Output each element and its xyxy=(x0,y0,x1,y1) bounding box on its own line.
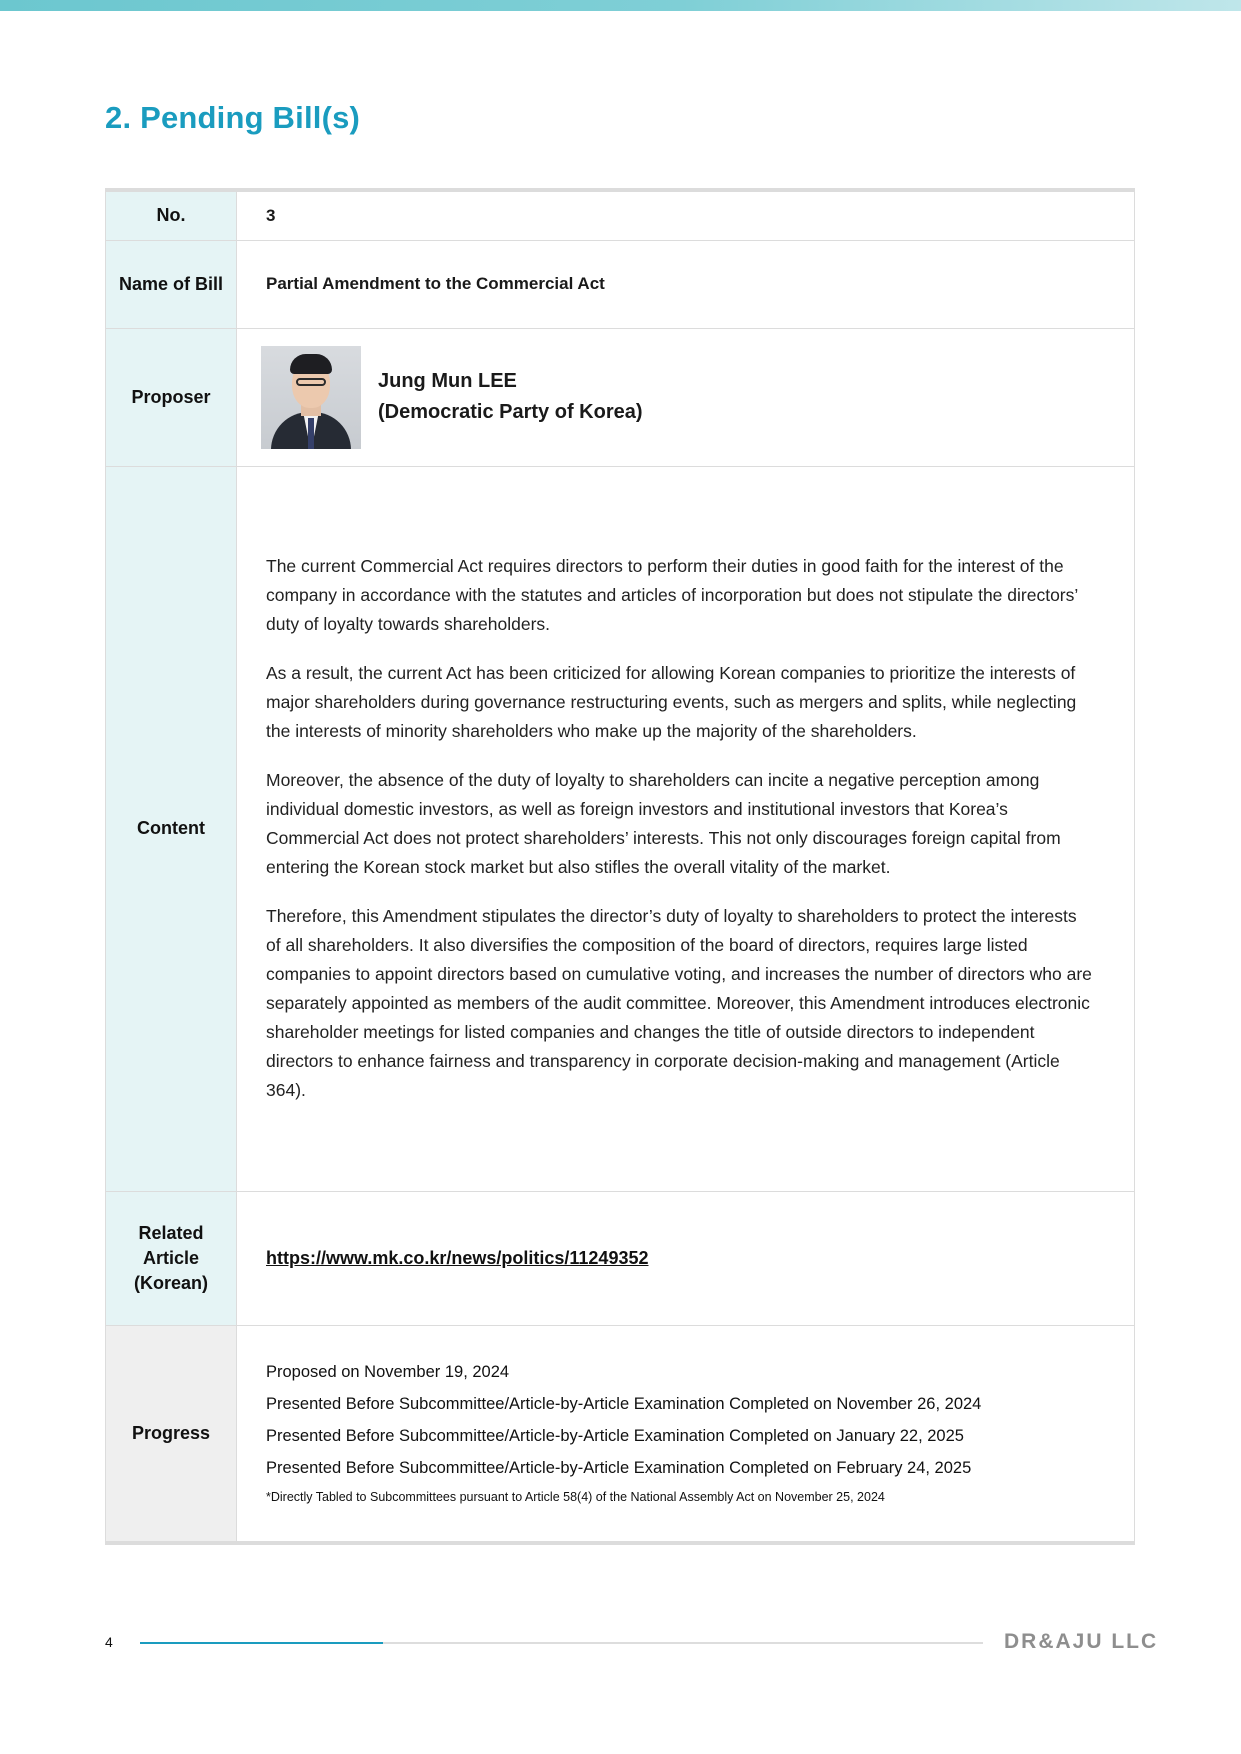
label-proposer: Proposer xyxy=(106,328,237,466)
top-accent-band xyxy=(0,0,1241,11)
section-title: 2. Pending Bill(s) xyxy=(105,100,361,135)
bill-name: Partial Amendment to the Commercial Act xyxy=(237,240,1135,328)
proposer-party: (Democratic Party of Korea) xyxy=(378,401,643,423)
row-progress xyxy=(106,1325,1135,1543)
progress-cell xyxy=(237,1325,1135,1543)
progress-step-3: Presented Before Subcommittee/Article-by-Article Examination Completed on January 22, 2025 xyxy=(266,1427,964,1446)
proposer-cell xyxy=(237,328,1135,466)
content-paragraph-3: Moreover, the absence of the duty of loyalty to shareholders can incite a negative perception among individual domestic investors, as well as foreign investors and institutional investors that Korea’s Commercial Act does not protect shareholders’ interests. This not only discourages foreign capital from entering the Korean stock market but also stifles the overall vitality of the market. xyxy=(266,770,1061,877)
row-name-of-bill xyxy=(106,240,1135,328)
proposer-text xyxy=(378,366,643,428)
row-related-article xyxy=(106,1191,1135,1325)
label-content: Content xyxy=(106,466,237,1191)
label-related-article: Related Article (Korean) xyxy=(106,1191,237,1325)
progress-step-2: Presented Before Subcommittee/Article-by-Article Examination Completed on November 26, 2024 xyxy=(266,1395,982,1414)
footer-progress-accent xyxy=(140,1642,383,1644)
row-no xyxy=(106,190,1135,240)
bill-table xyxy=(105,188,1135,1545)
label-no: No. xyxy=(106,190,237,240)
row-proposer xyxy=(106,328,1135,466)
page-number: 4 xyxy=(105,1634,113,1650)
bill-number: 3 xyxy=(237,190,1135,240)
label-progress: Progress xyxy=(106,1325,237,1543)
related-article-link[interactable]: https://www.mk.co.kr/news/politics/11249352 xyxy=(266,1247,649,1268)
progress-step-4: Presented Before Subcommittee/Article-by-Article Examination Completed on February 24, 2025 xyxy=(266,1459,972,1478)
content-paragraph-2: As a result, the current Act has been criticized for allowing Korean companies to prioritize the interests of major shareholders during governance restructuring events, such as mergers and splits, while neglecting the interests of minority shareholders who make up the majority of the shareholders. xyxy=(266,663,1077,741)
brand-logo: DR&AJU LLC xyxy=(1004,1630,1159,1653)
label-name-of-bill: Name of Bill xyxy=(106,240,237,328)
content-paragraph-1: The current Commercial Act requires directors to perform their duties in good faith for the interest of the company in accordance with the statutes and articles of incorporation but does not stipulate the directors’ duty of loyalty towards shareholders. xyxy=(266,556,1078,634)
proposer-photo xyxy=(261,346,361,449)
proposer-name: Jung Mun LEE xyxy=(378,370,517,392)
related-article-cell xyxy=(237,1191,1135,1325)
progress-step-1: Proposed on November 19, 2024 xyxy=(266,1363,510,1382)
progress-note: *Directly Tabled to Subcommittees pursuant to Article 58(4) of the National Assembly Act on November 25, 2024 xyxy=(266,1490,885,1505)
content-cell xyxy=(237,466,1135,1191)
proposer-info xyxy=(237,346,1096,449)
content-paragraph-4: Therefore, this Amendment stipulates the director’s duty of loyalty to shareholders to protect the interests of all shareholders. It also diversifies the composition of the board of directors, requires large listed companies to appoint directors based on cumulative voting, and increases the number of directors who are separately appointed as members of the audit committee. Moreover, this Amendment introduces electronic shareholder meetings for listed companies and changes the title of outside directors to independent directors to enhance fairness and transparency in corporate decision-making and management (Article 364). xyxy=(266,906,1092,1100)
row-content xyxy=(106,466,1135,1191)
